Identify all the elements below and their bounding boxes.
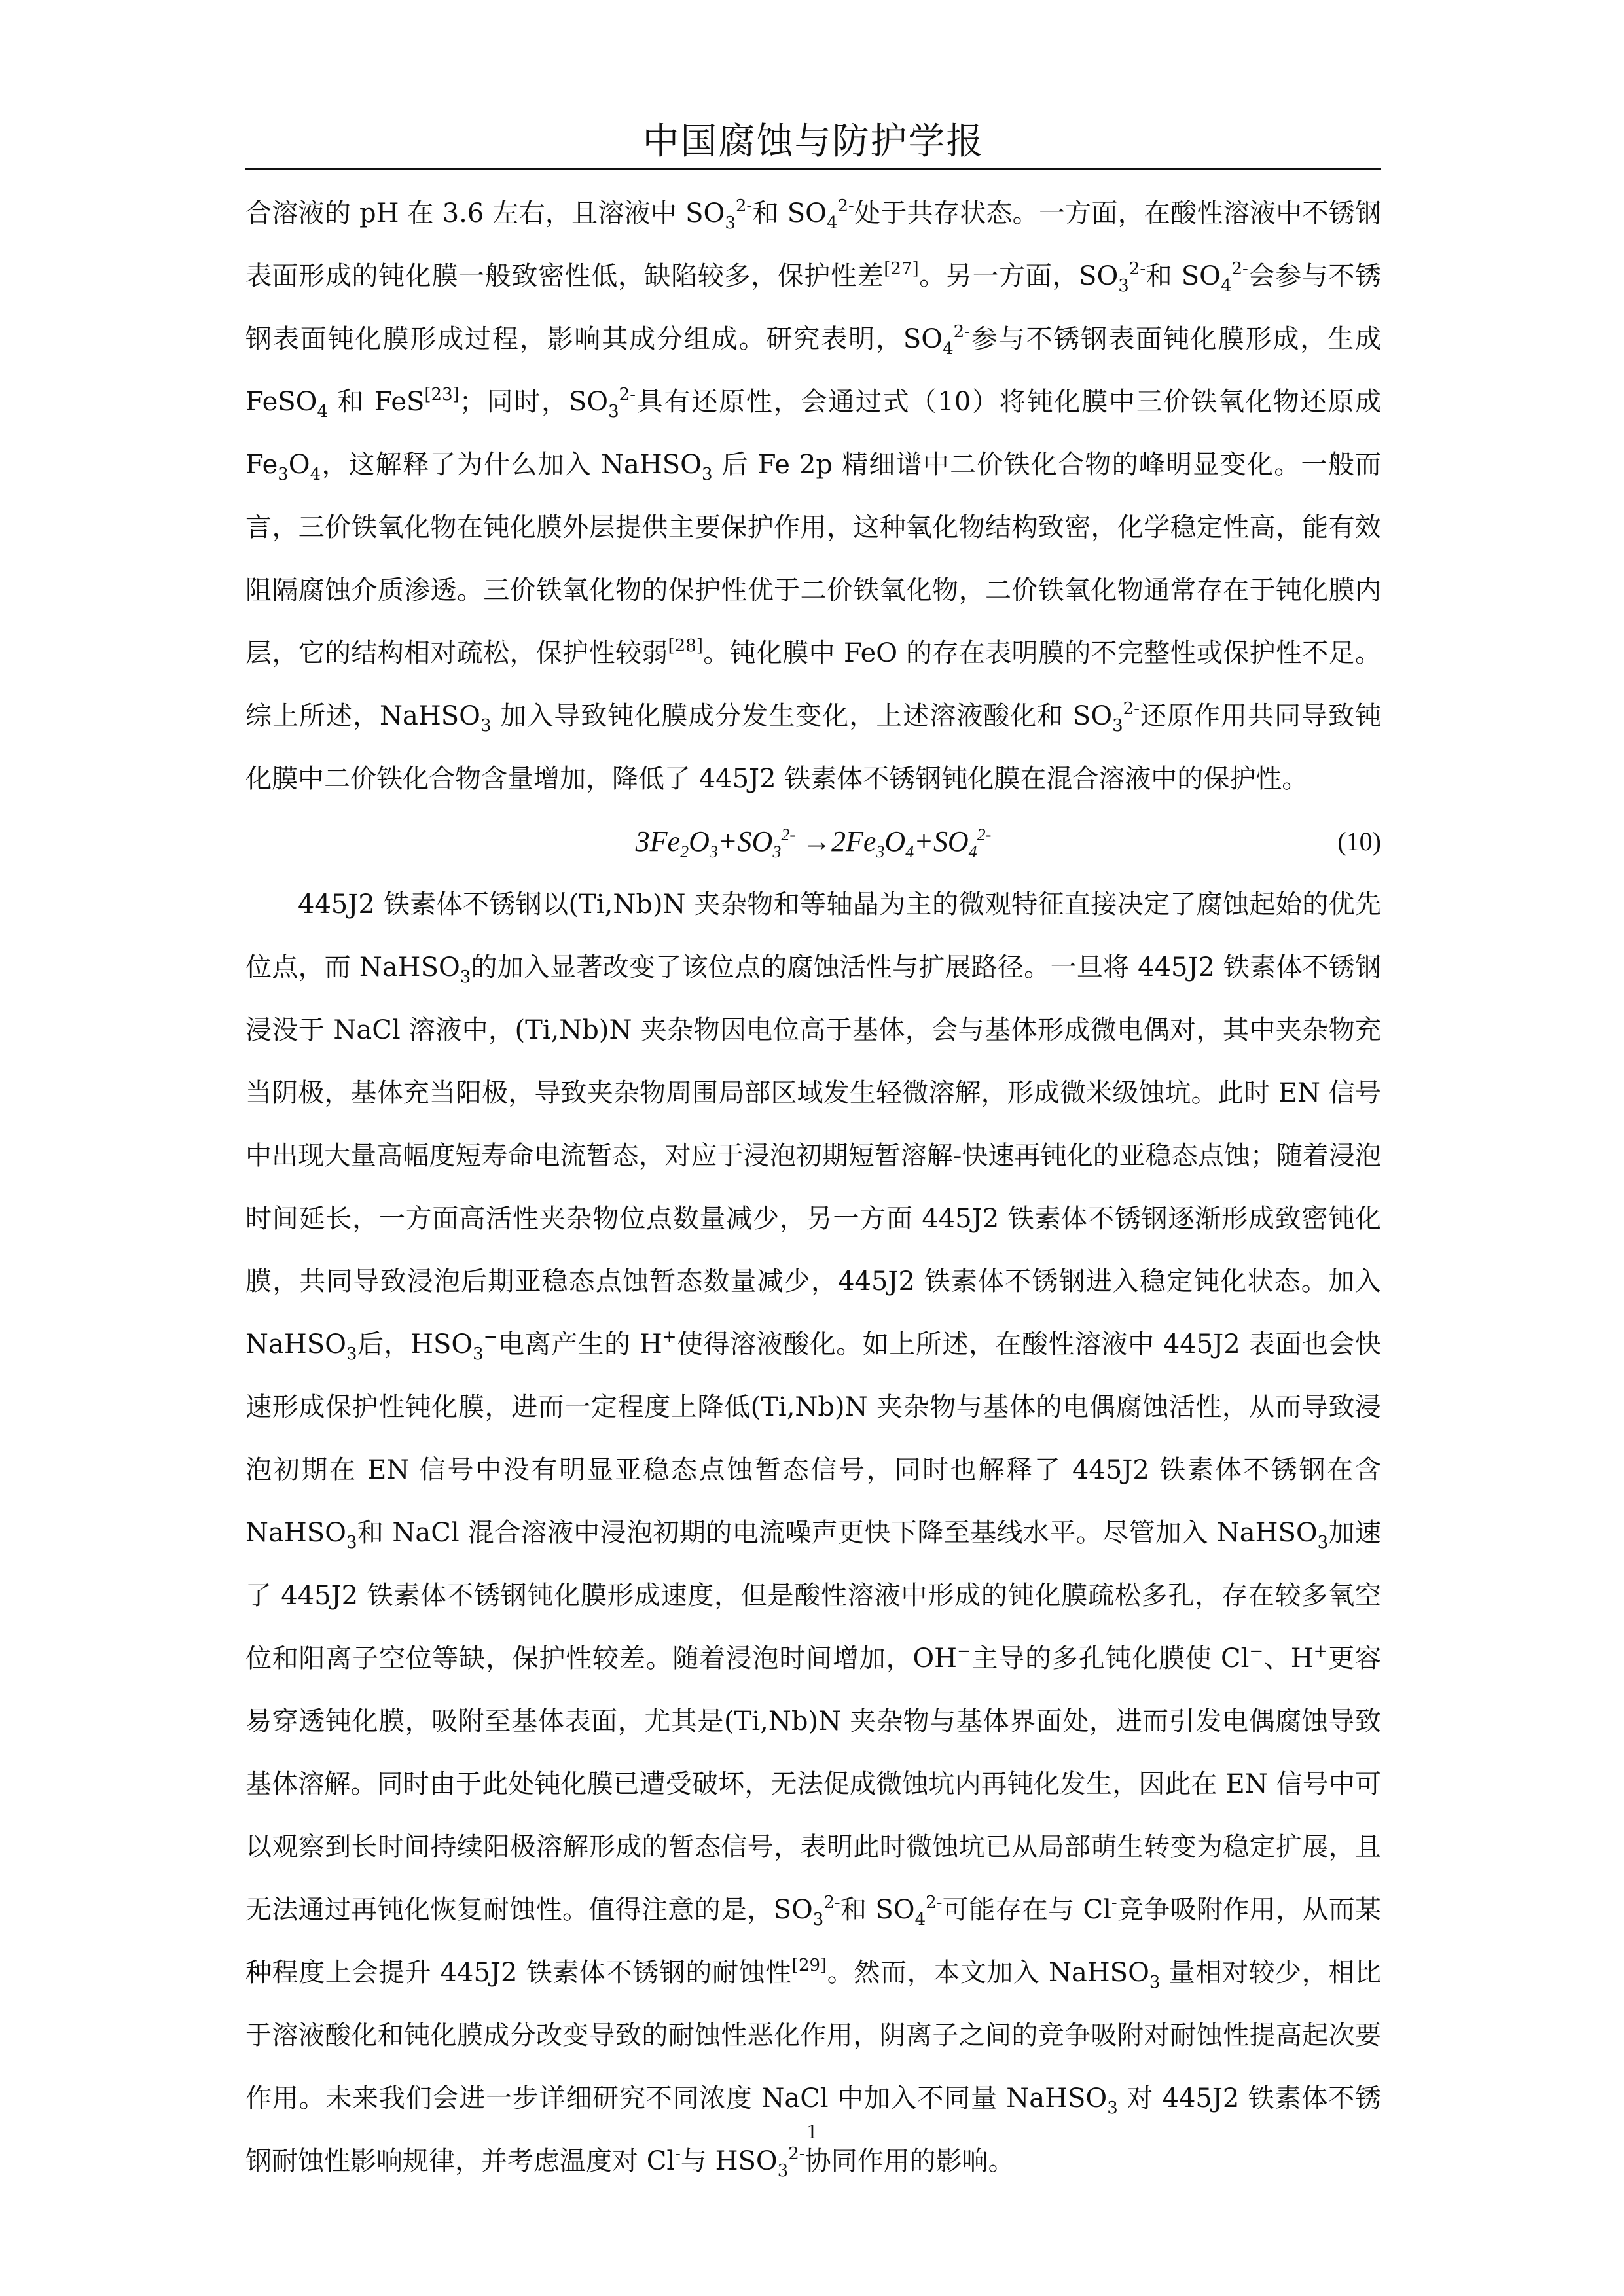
equation-number: (10) <box>1337 827 1381 856</box>
text-run: ；同时，SO <box>459 387 609 417</box>
subscript: 3 <box>1112 716 1123 736</box>
subscript: 4 <box>943 339 954 359</box>
body-text <box>245 182 1381 2193</box>
subscript: 3 <box>346 1344 357 1364</box>
text-run: 可能存在与 Cl <box>942 1895 1111 1925</box>
superscript: 2- <box>1128 259 1146 279</box>
subscript: 3 <box>772 842 782 861</box>
superscript: 2- <box>977 825 992 844</box>
text-run: 445J2 铁素体不锈钢以(Ti,Nb)N 夹杂物和等轴晶为主的微观特征直接决定了腐蚀起始的优先位点，而 NaHSO <box>245 889 1381 982</box>
equation-body <box>245 810 1381 873</box>
page-number: 1 <box>806 2119 818 2143</box>
superscript: 2- <box>735 196 753 216</box>
text-run: 处于共存状态。一方面，在酸性溶液中不锈钢表面形成的钝化膜一般致密性低，缺陷较多，保护性差 <box>245 198 1382 291</box>
text-run: 和 SO <box>1146 261 1221 291</box>
text-run: 量相对较少，相比于溶液酸化和钝化膜成分改变导致的耐蚀性恶化作用，阴离子之间的竞争吸附对耐蚀性提高起次要作用。未来我们会进一步详细研究不同浓度 NaCl 中加入不同量 NaHSO <box>245 1958 1382 2113</box>
superscript: + <box>1313 1641 1328 1661</box>
subscript: 4 <box>1220 276 1232 296</box>
text-run: 还原作用共同导致钝化膜中二价铁化合物含量增加，降低了 445J2 铁素体不锈钢钝化膜在混合溶液中的保护性。 <box>245 701 1382 794</box>
subscript: 3 <box>346 1533 357 1552</box>
subscript: 3 <box>473 1344 484 1364</box>
subscript: 4 <box>914 1910 926 1929</box>
superscript: 2- <box>619 385 636 404</box>
text-run: 会参与不锈钢表面钝化膜形成过程，影响其成分组成。研究表明，SO <box>245 261 1382 354</box>
text-run: 。然而，本文加入 NaHSO <box>827 1958 1149 1988</box>
superscript: − <box>957 1641 971 1661</box>
eq-term: +SO <box>717 825 773 857</box>
superscript: 2- <box>823 1893 840 1912</box>
text-run: 加入导致钝化膜成分发生变化，上述溶液酸化和 SO <box>491 701 1113 731</box>
subscript: 3 <box>608 402 619 422</box>
subscript: 4 <box>317 402 328 422</box>
superscript: 2- <box>953 322 970 342</box>
text-run: 后，HSO <box>357 1329 473 1359</box>
eq-term: O <box>689 825 710 857</box>
subscript: 3 <box>701 465 713 484</box>
text-run: O <box>288 450 310 480</box>
citation: [23] <box>424 385 460 404</box>
text-run: 后 Fe 2p 精细谱中二价铁化合物的峰明显变化。一般而言，三价铁氧化物在钝化膜外层提供主要保护作用，这种氧化物结构致密，化学稳定性高，能有效阻隔腐蚀介质渗透。三价铁氧化物的保护性优于二价铁氧化物，二价铁氧化物通常存在于钝化膜内层，它的结构相对疏松，保护性较弱 <box>245 450 1381 668</box>
text-run: 。另一方面，SO <box>918 261 1119 291</box>
superscript: 2- <box>1123 699 1140 719</box>
text-run: 主导的多孔钝化膜使 Cl <box>971 1643 1250 1674</box>
text-run: 和 SO <box>840 1895 915 1925</box>
eq-term: 2Fe <box>831 825 876 857</box>
text-run: 竞争吸附作用，从而某种程度上会提升 445J2 铁素体不锈钢的耐蚀性 <box>245 1895 1381 1988</box>
paragraph-1 <box>245 182 1381 810</box>
text-run: 合溶液的 pH 在 3.6 左右，且溶液中 SO <box>245 198 725 228</box>
superscript: − <box>1249 1641 1264 1661</box>
subscript: 2 <box>680 842 689 861</box>
superscript: 2- <box>1231 259 1248 279</box>
subscript: 3 <box>812 1910 824 1929</box>
subscript: 3 <box>1118 276 1129 296</box>
header-rule <box>245 168 1381 170</box>
subscript: 3 <box>480 716 492 736</box>
superscript: − <box>483 1327 498 1347</box>
subscript: 3 <box>460 967 471 987</box>
subscript: 4 <box>826 213 838 233</box>
superscript: 2- <box>788 2144 805 2164</box>
text-run: 和 NaCl 混合溶液中浸泡初期的电流噪声更快下降至基线水平。尽管加入 NaHSO <box>357 1518 1318 1548</box>
paragraph-2 <box>245 873 1381 2193</box>
citation: [27] <box>884 259 919 279</box>
superscript: 2- <box>837 196 854 216</box>
text-run: 参与不锈钢表面钝化膜形成，生成 FeSO <box>245 324 1381 417</box>
superscript: 2- <box>781 825 795 844</box>
subscript: 4 <box>968 842 977 861</box>
superscript: 2- <box>926 1893 943 1912</box>
text-run: 使得溶液酸化。如上所述，在酸性溶液中 445J2 表面也会快速形成保护性钝化膜，进而一定程度上降低(Ti,Nb)N 夹杂物与基体的电偶腐蚀活性，从而导致浸泡初期在 EN 信号中没有明显亚稳态点蚀暂态信号，同时也解释了 445J2 铁素体不锈钢在含 NaHSO <box>245 1329 1382 1548</box>
text-run: ，这解释了为什么加入 NaHSO <box>321 450 702 480</box>
text-run: 的加入显著改变了该位点的腐蚀活性与扩展路径。一旦将 445J2 铁素体不锈钢浸没于 NaCl 溶液中，(Ti,Nb)N 夹杂物因电位高于基体，会与基体形成微电偶对，其中夹杂物充当阴极，基体充当阳极，导致夹杂物周围局部区域发生轻微溶解，形成微米级蚀坑。此时 EN 信号中出现大量高幅度短寿命电流暂态，对应于浸泡初期短暂溶解-快速再钝化的亚稳态点蚀；随着浸泡时间延长，一方面高活性夹杂物位点数量减少，另一方面 445J2 铁素体不锈钢逐渐形成致密钝化膜，共同导致浸泡后期亚稳态点蚀暂态数量减少，445J2 铁素体不锈钢进入稳定钝化状态。加入 NaHSO <box>245 952 1381 1359</box>
subscript: 3 <box>1317 1533 1329 1552</box>
text-run: 具有还原性，会通过式（10）将钝化膜中三价铁氧化物还原成 Fe <box>245 387 1381 480</box>
subscript: 3 <box>1149 1973 1161 1992</box>
eq-term: +SO <box>914 825 969 857</box>
equation-10 <box>245 810 1381 873</box>
superscript: - <box>1111 1893 1117 1912</box>
subscript: 3 <box>1107 2098 1118 2118</box>
eq-term: O <box>884 825 906 857</box>
text-run: 、H <box>1263 1643 1314 1674</box>
text-run: 。钝化膜中 FeO 的存在表明膜的不完整性或保护性不足。综上所述，NaHSO <box>245 638 1381 731</box>
subscript: 3 <box>725 213 736 233</box>
subscript: 4 <box>905 842 914 861</box>
citation: [29] <box>791 1956 827 1975</box>
text-run: 对 445J2 铁素体不锈钢耐蚀性影响规律，并考虑温度对 Cl <box>245 2083 1381 2176</box>
text-run: 和 SO <box>752 198 827 228</box>
eq-term: 3Fe <box>635 825 681 857</box>
superscript: + <box>662 1327 677 1347</box>
text-run: 和 FeS <box>327 387 425 417</box>
text-run: 电离产生的 H <box>497 1329 662 1359</box>
reaction-arrow: → <box>795 825 831 857</box>
text-run: 与 HSO <box>680 2146 778 2176</box>
subscript: 3 <box>777 2161 789 2181</box>
journal-header: 中国腐蚀与防护学报 <box>642 120 984 163</box>
subscript: 4 <box>310 465 321 484</box>
superscript: - <box>675 2144 681 2164</box>
text-run: 加速了 445J2 铁素体不锈钢钝化膜形成速度，但是酸性溶液中形成的钝化膜疏松多孔，存在较多氧空位和阳离子空位等缺，保护性较差。随着浸泡时间增加，OH <box>245 1518 1381 1674</box>
subscript: 3 <box>278 465 289 484</box>
citation: [28] <box>668 636 703 656</box>
text-run: 协同作用的影响。 <box>804 2146 1015 2176</box>
subscript: 3 <box>876 842 885 861</box>
text-run: 更容易穿透钝化膜，吸附至基体表面，尤其是(Ti,Nb)N 夹杂物与基体界面处，进而引发电偶腐蚀导致基体溶解。同时由于此处钝化膜已遭受破坏，无法促成微蚀坑内再钝化发生，因此在 EN 信号中可以观察到长时间持续阳极溶解形成的暂态信号，表明此时微蚀坑已从局部萌生转变为稳定扩展，且无法通过再钝化恢复耐蚀性。值得注意的是，SO <box>245 1643 1381 1925</box>
subscript: 3 <box>709 842 718 861</box>
